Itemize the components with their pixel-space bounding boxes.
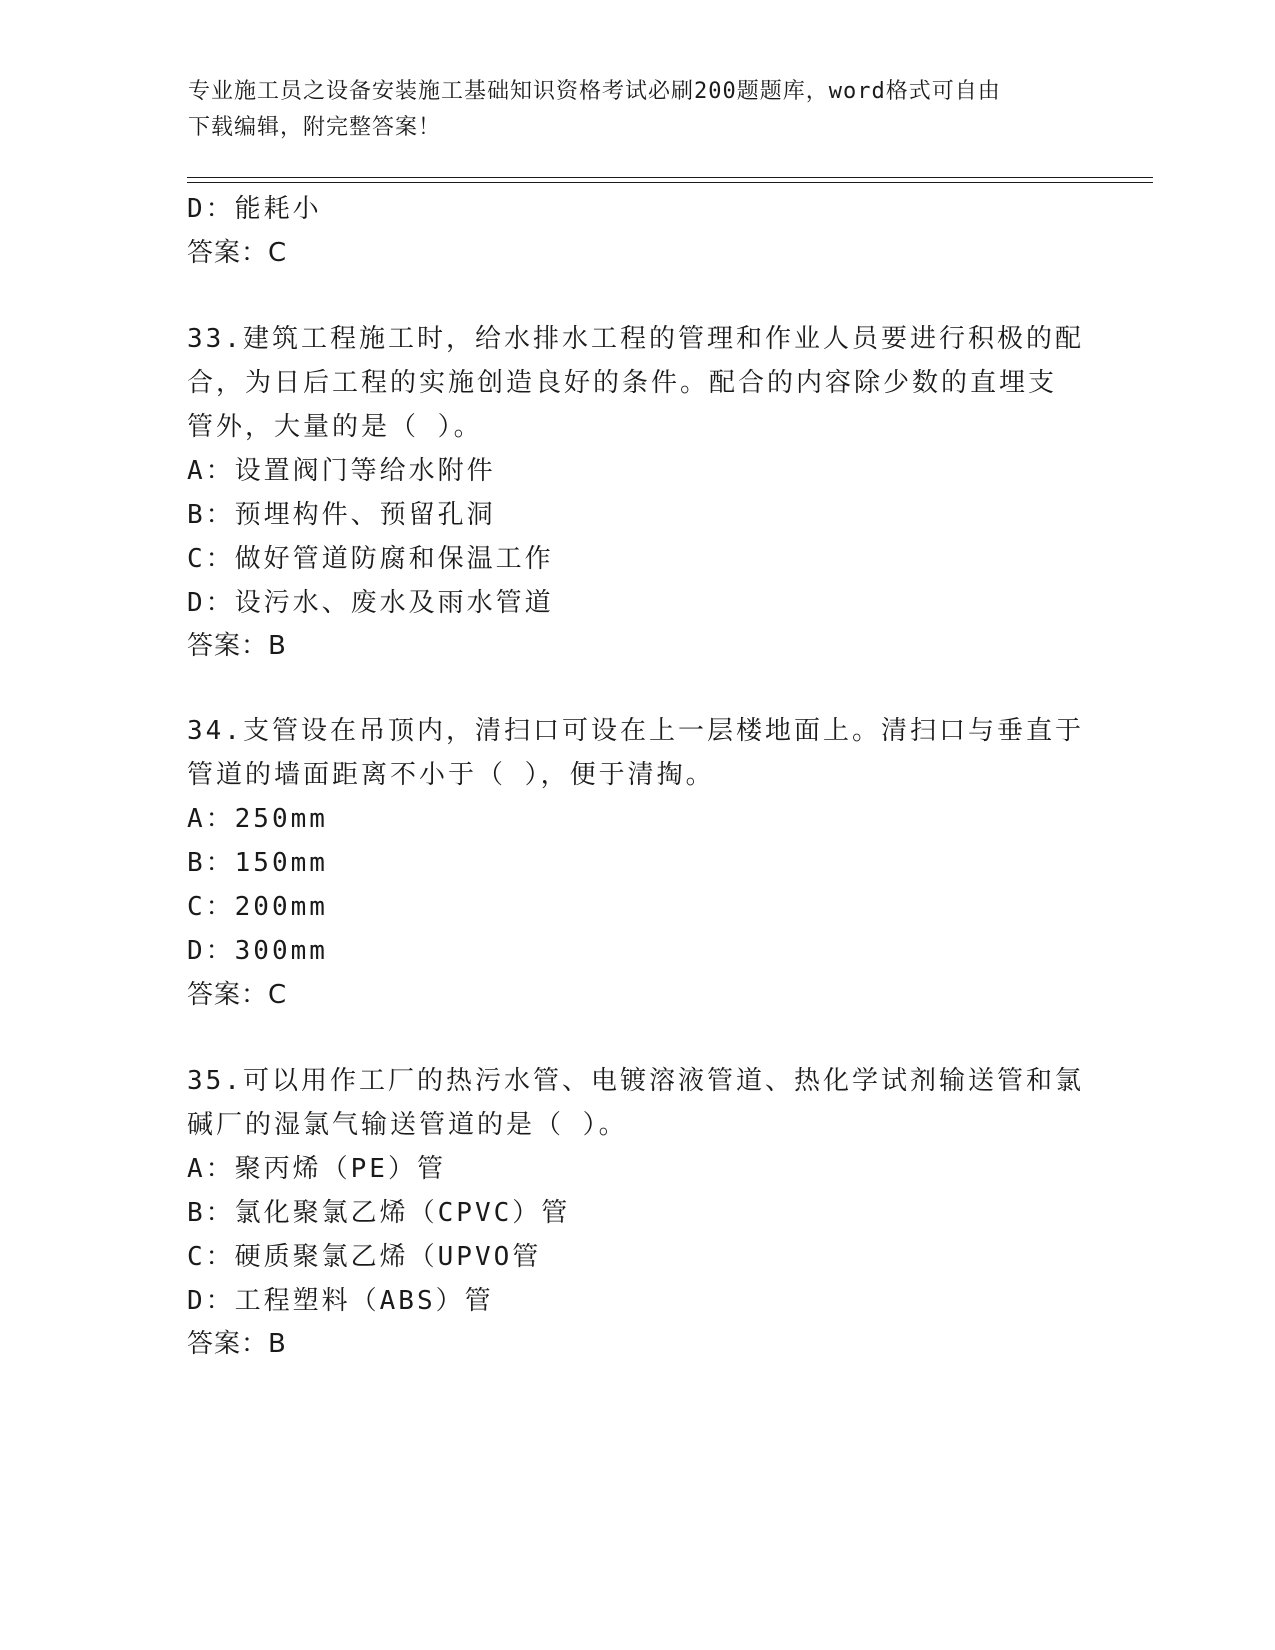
question-33-answer: 答案：B bbox=[187, 631, 287, 661]
question-35-stem-line-1: 35.可以用作工厂的热污水管、电镀溶液管道、热化学试剂输送管和氯 bbox=[187, 1066, 1084, 1096]
question-33-option-d: D：设污水、废水及雨水管道 bbox=[187, 588, 554, 618]
question-33-option-a: A：设置阀门等给水附件 bbox=[187, 456, 496, 486]
question-34-option-a: A：250mm bbox=[187, 804, 328, 834]
question-35-option-b: B：氯化聚氯乙烯（CPVC）管 bbox=[187, 1198, 571, 1228]
question-35-stem-line-2: 碱厂的湿氯气输送管道的是（ ）。 bbox=[187, 1110, 628, 1140]
header-title-line-1: 专业施工员之设备安装施工基础知识资格考试必刷200题题库，word格式可自由 bbox=[188, 79, 1001, 104]
question-35-option-c: C：硬质聚氯乙烯（UPVO管 bbox=[187, 1242, 542, 1272]
question-34-option-c: C：200mm bbox=[187, 892, 328, 922]
question-35-option-a: A：聚丙烯（PE）管 bbox=[187, 1154, 446, 1184]
question-34-stem-line-1: 34.支管设在吊顶内，清扫口可设在上一层楼地面上。清扫口与垂直于 bbox=[187, 716, 1084, 746]
question-35-answer: 答案：B bbox=[187, 1329, 287, 1359]
prev-question-option-d: D：能耗小 bbox=[187, 194, 322, 224]
question-33-stem-line-1: 33.建筑工程施工时，给水排水工程的管理和作业人员要进行积极的配 bbox=[187, 324, 1084, 354]
prev-question-answer: 答案：C bbox=[187, 238, 288, 268]
question-34-option-d: D：300mm bbox=[187, 936, 328, 966]
question-35-option-d: D：工程塑料（ABS）管 bbox=[187, 1286, 494, 1316]
question-34-answer: 答案：C bbox=[187, 980, 288, 1010]
question-33-stem-line-2: 合，为日后工程的实施创造良好的条件。配合的内容除少数的直埋支 bbox=[187, 368, 1058, 398]
header-title-line-2: 下载编辑，附完整答案！ bbox=[188, 115, 442, 140]
question-34-stem-line-2: 管道的墙面距离不小于（ ），便于清掏。 bbox=[187, 760, 715, 790]
page-header bbox=[188, 74, 1068, 146]
question-33-stem-line-3: 管外，大量的是（ ）。 bbox=[187, 412, 483, 442]
question-34-option-b: B：150mm bbox=[187, 848, 328, 878]
question-33-option-c: C：做好管道防腐和保温工作 bbox=[187, 544, 554, 574]
question-33-option-b: B：预埋构件、预留孔洞 bbox=[187, 500, 496, 530]
header-divider-top bbox=[187, 177, 1153, 178]
header-divider-bottom bbox=[187, 182, 1153, 183]
